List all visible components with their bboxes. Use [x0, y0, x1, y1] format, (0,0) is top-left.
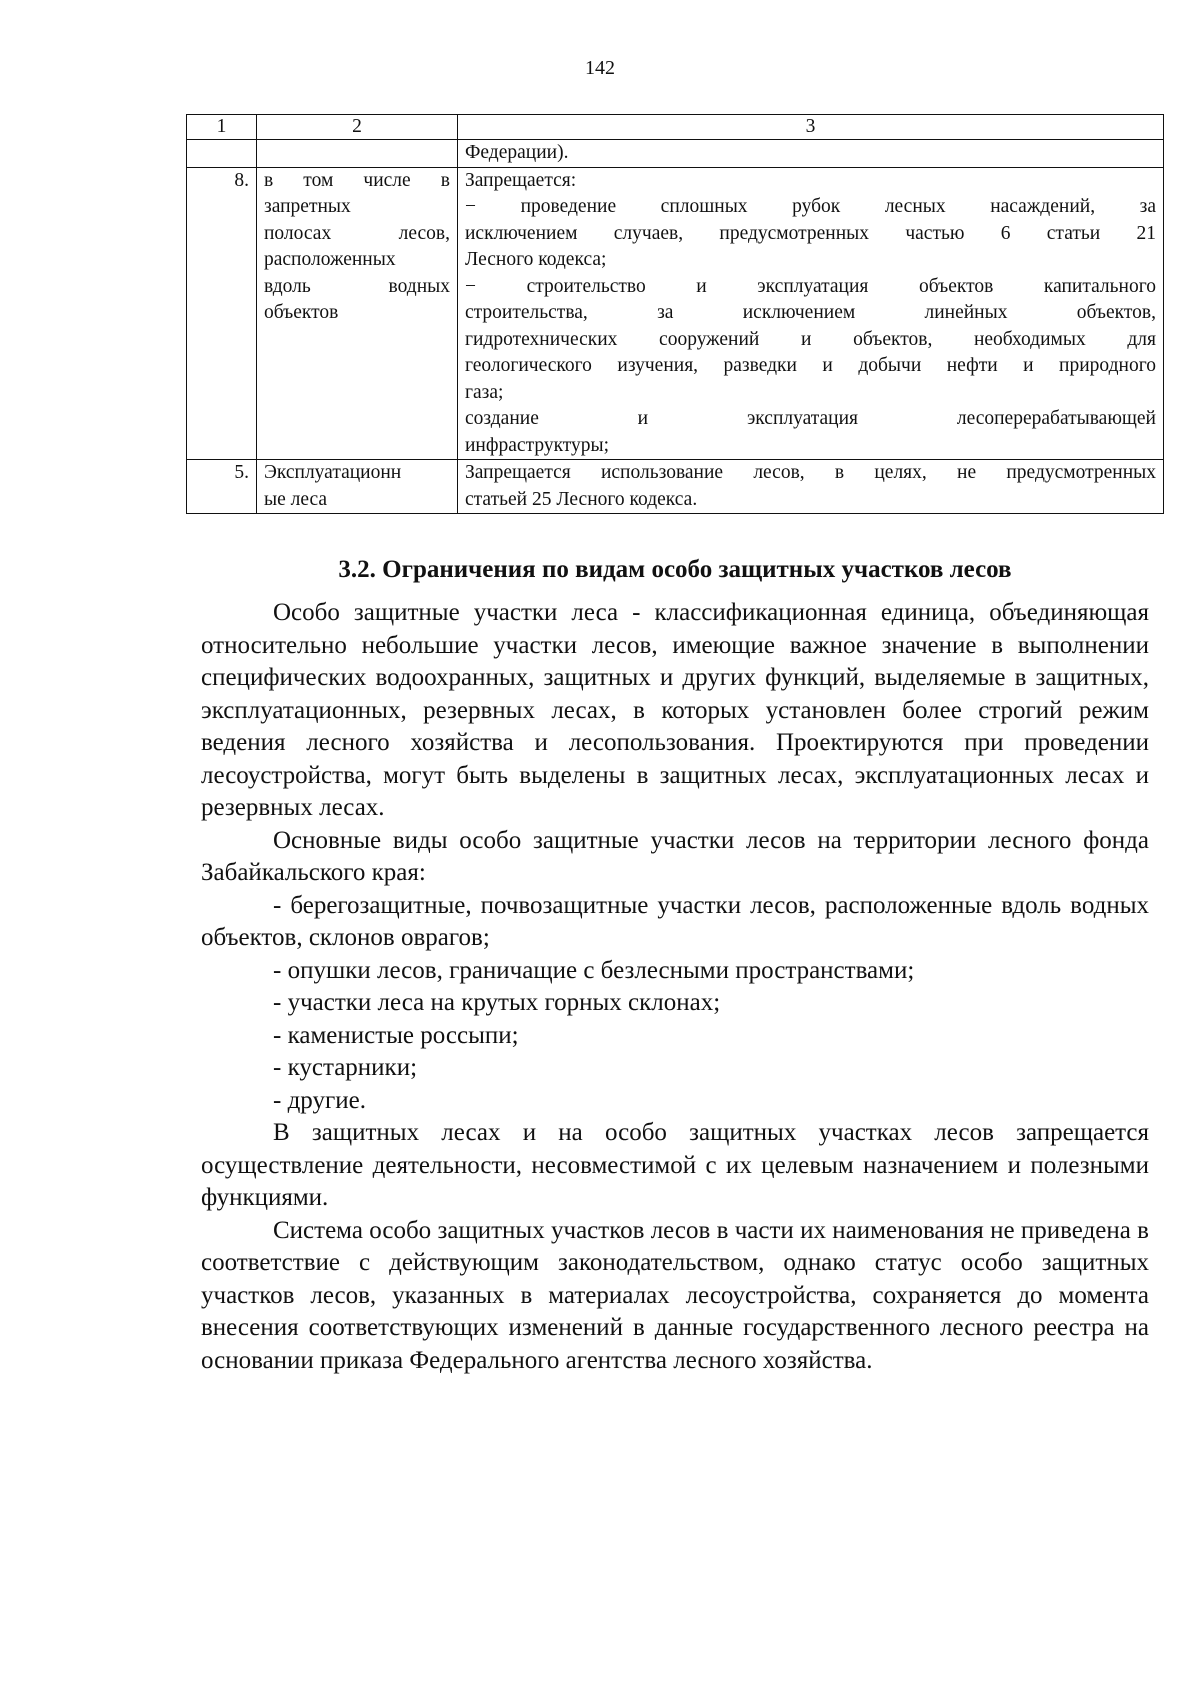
paragraph-definition: Особо защитные участки леса - классификационная единица, объединяющая относительно небольшие участки лесов, имеющие важное значение в выполнении специфических водоохранных, защитных и других функций, выделяемые в защитных, эксплуатационных, резервных лесах, в которых установлен более строгий режим ведения лесного хозяйства и лесопользования. Проектируются при проведении лесоустройства, могут быть выделены в защитных лесах, эксплуатационных лесах и резервных лесах. [201, 599, 1149, 821]
category-line: ые леса [264, 488, 328, 510]
restriction-line: геологического изучения, разведки и добычи нефти и природного [465, 355, 1156, 376]
category-line: Эксплуатационн [264, 462, 402, 483]
section-body [201, 597, 1149, 1377]
category-line: полосах лесов, [264, 222, 450, 244]
list-item: - другие. [273, 1086, 366, 1114]
header-cell-2: 2 [257, 115, 458, 140]
paragraph-system-status: Система особо защитных участков лесов в части их наименования не приведена в соответствие с действующим законодательством, однако статус особо защитных участков лесов, указанных в материалах лесоустройства, сохраняется до момента внесения соответствующих изменений в данные государственного лесного реестра на основании приказа Федерального агентства лесного хозяйства. [201, 1216, 1149, 1374]
restriction-line: исключением случаев, предусмотренных частью 6 статьи 21 [465, 222, 1156, 244]
row-number: 5. [187, 460, 257, 514]
restriction-line: газа; [465, 381, 504, 403]
restriction-line: Лесного кодекса; [465, 249, 607, 270]
category-line: объектов [264, 302, 339, 323]
section-heading: 3.2. Ограничения по видам особо защитных участков лесов [338, 556, 1012, 583]
paragraph-types-intro: Основные виды особо защитные участки лесов на территории лесного фонда Забайкальского края: [201, 826, 1149, 886]
row-restriction-text [458, 460, 1164, 514]
page-number: 142 [585, 57, 615, 79]
table-row-8 [187, 167, 1164, 460]
row-category [257, 140, 458, 168]
row-category [257, 460, 458, 514]
restriction-line: − проведение сплошных рубок лесных насаждений, за [465, 196, 1156, 217]
table-row-5 [187, 460, 1164, 514]
restrictions-table [186, 114, 1164, 514]
list-item: - каменистые россыпи; [273, 1021, 519, 1049]
paragraph-prohibition: В защитных лесах и на особо защитных участках лесов запрещается осуществление деятельности, несовместимой с их целевым назначением и полезными функциями. [201, 1119, 1149, 1211]
restriction-line: инфраструктуры; [465, 434, 610, 456]
row-number [187, 140, 257, 168]
header-cell-3: 3 [458, 115, 1164, 140]
restriction-line: Запрещается: [465, 169, 577, 191]
list-item: - берегозащитные, почвозащитные участки лесов, расположенные вдоль водных объектов, склонов оврагов; [201, 891, 1149, 951]
restriction-line: Запрещается использование лесов, в целях, не предусмотренных [465, 462, 1156, 483]
category-line: вдоль водных [264, 275, 450, 297]
row-restriction-text: Федерации). [458, 140, 1164, 168]
restriction-line: гидротехнических сооружений и объектов, необходимых для [465, 328, 1156, 350]
list-item: - опушки лесов, граничащие с безлесными пространствами; [273, 956, 915, 984]
list-item: - кустарники; [273, 1054, 418, 1081]
category-line: расположенных [264, 249, 396, 270]
restriction-line: создание и эксплуатация лесоперерабатывающей [465, 408, 1156, 429]
row-restriction-text [458, 167, 1164, 460]
row-number: 8. [187, 167, 257, 460]
restriction-line: статьей 25 Лесного кодекса. [465, 488, 698, 510]
restriction-line: − строительство и эксплуатация объектов капитального [465, 275, 1156, 297]
header-cell-1: 1 [187, 115, 257, 140]
table-header-row [187, 115, 1164, 140]
table-row-continuation [187, 140, 1164, 168]
category-line: запретных [264, 196, 351, 217]
restriction-line: строительства, за исключением линейных объектов, [465, 302, 1156, 323]
row-category [257, 167, 458, 460]
category-line: в том числе в [264, 169, 450, 191]
list-item: - участки леса на крутых горных склонах; [273, 989, 721, 1016]
